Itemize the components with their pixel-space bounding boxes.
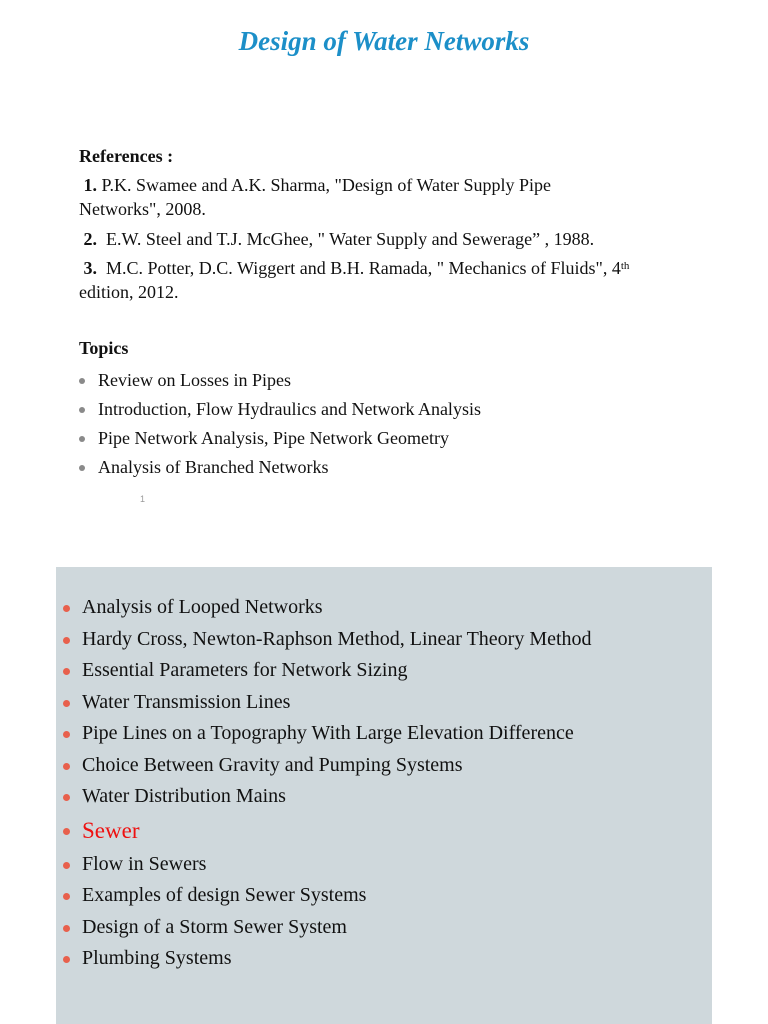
list-item-text: Essential Parameters for Network Sizing: [82, 659, 408, 681]
topics-heading: Topics: [79, 338, 129, 358]
bullet-icon: [63, 862, 70, 869]
list-item-text: Plumbing Systems: [82, 947, 232, 969]
reference-number: 2.: [83, 229, 97, 249]
bullet-icon: [63, 893, 70, 900]
list-item-text: Flow in Sewers: [82, 852, 207, 875]
reference-2: [79, 227, 719, 251]
reference-number: 3.: [83, 258, 97, 278]
bullet-icon: [63, 605, 70, 612]
list-item-text: Sewer: [82, 817, 140, 843]
list-item: [63, 750, 703, 782]
superscript: th: [620, 260, 630, 272]
list-item-text: Choice Between Gravity and Pumping Systems: [82, 753, 463, 776]
list-item-text: Pipe Lines on a Topography With Large Elevation Difference: [82, 722, 574, 744]
list-item-text: Review on Losses in Pipes: [98, 370, 291, 390]
reference-number: 1.: [83, 175, 97, 195]
topic-list: [63, 592, 703, 975]
list-item: [63, 687, 703, 719]
bullet-icon: [63, 700, 70, 707]
list-item-text: Examples of design Sewer Systems: [82, 884, 367, 906]
list-item: [63, 781, 703, 813]
topic-list: [79, 366, 719, 482]
list-item-highlighted: [63, 813, 703, 849]
bullet-icon: [79, 407, 85, 413]
bullet-icon: [63, 763, 70, 770]
bullet-icon: [63, 794, 70, 801]
list-item-text: Water Transmission Lines: [82, 690, 291, 713]
list-item: [79, 366, 719, 395]
list-item: [63, 655, 703, 687]
page-title: Design of Water Networks: [238, 26, 530, 56]
reference-text: M.C. Potter, D.C. Wiggert and B.H. Ramada, " Mechanics of Fluids", 4: [106, 258, 621, 278]
list-item-text: Analysis of Looped Networks: [82, 596, 323, 618]
bullet-icon: [63, 828, 70, 835]
bullet-icon: [63, 925, 70, 932]
list-item-text: Hardy Cross, Newton-Raphson Method, Linear Theory Method: [82, 627, 592, 650]
bullet-icon: [79, 436, 85, 442]
bullet-icon: [63, 637, 70, 644]
list-item-text: Introduction, Flow Hydraulics and Network Analysis: [98, 399, 481, 419]
list-item-text: Analysis of Branched Networks: [98, 457, 329, 477]
slide-2: [56, 567, 712, 1024]
bullet-icon: [79, 465, 85, 471]
list-item-text: Pipe Network Analysis, Pipe Network Geometry: [98, 428, 449, 448]
page-number: 1: [140, 494, 146, 504]
references-heading: References :: [79, 146, 174, 166]
list-item: [63, 849, 703, 881]
list-item: [63, 943, 703, 975]
list-item: [63, 718, 703, 750]
list-item: [79, 453, 719, 482]
reference-text: E.W. Steel and T.J. McGhee, " Water Supply and Sewerage” , 1988.: [106, 229, 595, 249]
list-item: [63, 880, 703, 912]
list-item: [63, 592, 703, 624]
reference-text: Networks", 2008.: [79, 199, 206, 219]
list-item: [63, 624, 703, 656]
list-item-text: Design of a Storm Sewer System: [82, 915, 347, 938]
list-item: [79, 424, 719, 453]
list-item-text: Water Distribution Mains: [82, 785, 286, 807]
reference-text: P.K. Swamee and A.K. Sharma, "Design of Water Supply Pipe: [101, 175, 552, 195]
bullet-icon: [79, 378, 85, 384]
reference-3: [79, 256, 719, 304]
bullet-icon: [63, 668, 70, 675]
list-item: [63, 912, 703, 944]
list-item: [79, 395, 719, 424]
bullet-icon: [63, 731, 70, 738]
reference-text: edition, 2012.: [79, 282, 179, 302]
bullet-icon: [63, 956, 70, 963]
reference-1: [79, 173, 719, 221]
